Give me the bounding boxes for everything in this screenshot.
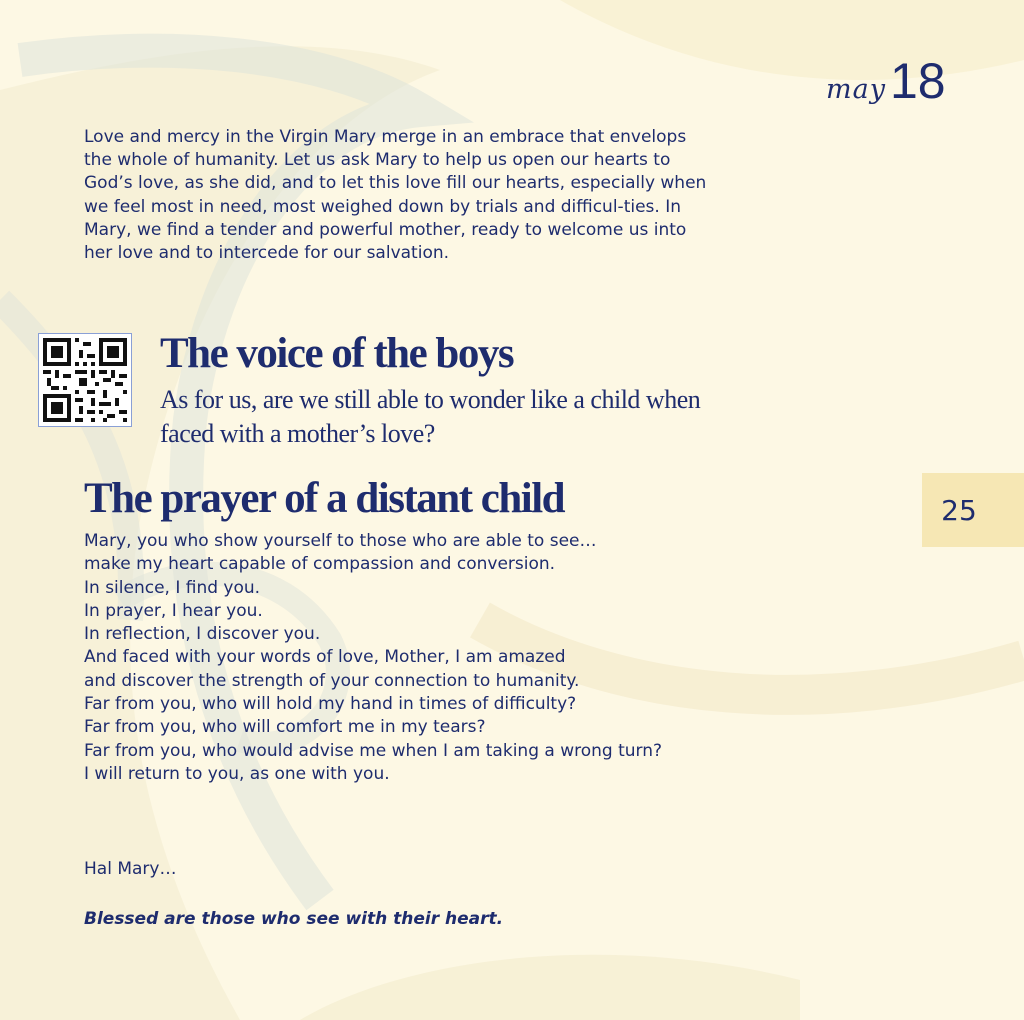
intro-line: the whole of humanity. Let us ask Mary to help us open our hearts to: [84, 150, 671, 171]
section-title-prayer: The prayer of a distant child: [84, 475, 565, 522]
intro-line: God’s love, as she did, and to let this love fill our hearts, especially when: [84, 173, 707, 194]
blessing-line: Blessed are those who see with their heart.: [84, 909, 504, 929]
intro-line: we feel most in need, most weighed down by trials and difficul-ties. In: [84, 196, 681, 217]
prayer-line: And faced with your words of love, Mother, I am amazed: [84, 647, 566, 668]
prayer-line: In reflection, I discover you.: [84, 624, 321, 645]
section-title-voice-of-the-boys: The voice of the boys: [160, 330, 514, 377]
prayer-text: [84, 530, 844, 786]
prayer-line: Far from you, who will comfort me in my tears?: [84, 717, 486, 738]
prayer-line: make my heart capable of compassion and conversion.: [84, 554, 556, 575]
date-month: may: [826, 74, 886, 105]
intro-line: Love and mercy in the Virgin Mary merge in an embrace that envelops: [84, 127, 687, 147]
page-number-tab: [922, 473, 1024, 547]
prayer-line: Far from you, who would advise me when I am taking a wrong turn?: [84, 740, 663, 761]
intro-line: Mary, we find a tender and powerful mother, ready to welcome us into: [84, 219, 687, 240]
prayer-line: and discover the strength of your connection to humanity.: [84, 670, 580, 691]
date-header: [826, 53, 946, 109]
page-number: 25: [941, 493, 977, 527]
prayer-line: Far from you, who will hold my hand in times of difficulty?: [84, 694, 577, 715]
prayer-line: I will return to you, as one with you.: [84, 763, 390, 784]
prayer-line: Mary, you who show yourself to those who are able to see…: [84, 531, 597, 551]
subtitle-line: As for us, are we still able to wonder like a child when: [160, 385, 701, 414]
date-day: 18: [889, 53, 946, 109]
prayer-line: In prayer, I hear you.: [84, 600, 263, 621]
qr-code-icon[interactable]: [38, 333, 132, 427]
closing-line: Hal Mary…: [84, 859, 177, 879]
section-subtitle: [160, 383, 840, 451]
intro-line: her love and to intercede for our salvation.: [84, 243, 450, 264]
subtitle-line: faced with a mother’s love?: [160, 419, 435, 448]
intro-paragraph: [84, 126, 804, 265]
prayer-line: In silence, I find you.: [84, 577, 261, 598]
